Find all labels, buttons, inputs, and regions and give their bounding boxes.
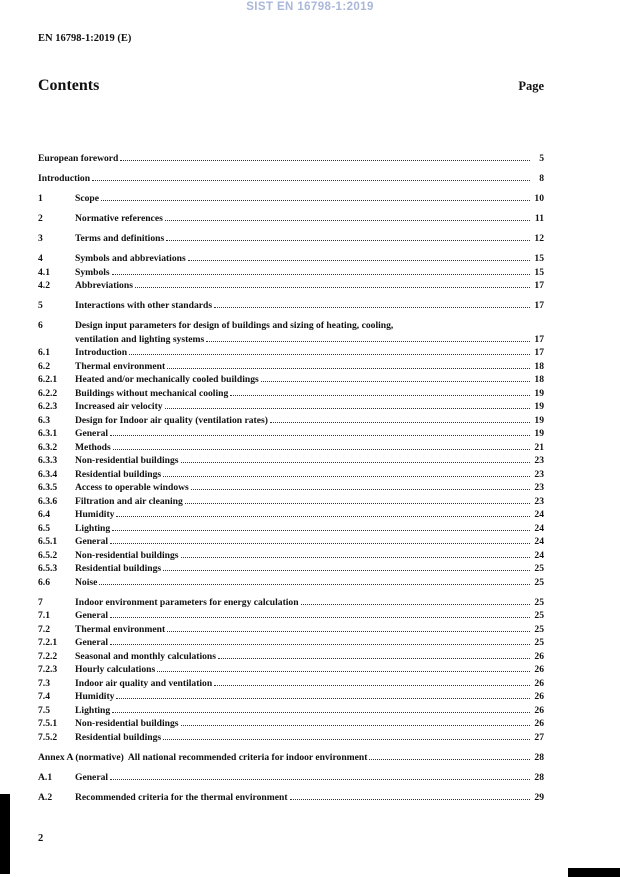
toc-entry-title: Design input parameters for design of buildings and sizing of heating, cooling, bbox=[75, 320, 394, 331]
toc-entry-number: A.1 bbox=[38, 771, 53, 783]
toc-entry-number: 6.3.3 bbox=[38, 455, 58, 466]
dotted-leader bbox=[110, 644, 530, 645]
dotted-leader bbox=[218, 658, 530, 659]
toc-entry-number: 7.2.1 bbox=[38, 637, 58, 648]
dotted-leader bbox=[166, 240, 530, 241]
toc-entry bbox=[38, 508, 544, 522]
dotted-leader bbox=[188, 260, 530, 261]
toc-entry bbox=[38, 690, 544, 704]
toc-entry bbox=[38, 299, 544, 313]
toc-line bbox=[38, 690, 544, 704]
toc-entry-number: 6.3.5 bbox=[38, 482, 58, 493]
toc-entry-number: 4 bbox=[38, 253, 43, 264]
toc-entry-page: 10 bbox=[534, 193, 544, 204]
toc-line bbox=[38, 172, 544, 186]
toc-entry-page: 24 bbox=[534, 549, 544, 561]
toc-entry-page: 18 bbox=[534, 360, 544, 372]
toc-entry bbox=[38, 576, 544, 590]
toc-line bbox=[38, 623, 544, 637]
toc-entry-title: Buildings without mechanical cooling bbox=[75, 387, 229, 399]
toc-entry-title: Thermal environment bbox=[75, 623, 166, 635]
dotted-leader bbox=[163, 570, 530, 571]
toc-entry-page: 26 bbox=[534, 718, 544, 729]
toc-entry bbox=[38, 751, 544, 765]
toc-entry-title: Non-residential buildings bbox=[75, 549, 179, 561]
toc-entry-number: 6.4 bbox=[38, 509, 50, 520]
toc-entry-title: Indoor air quality and ventilation bbox=[75, 677, 213, 689]
toc-entry-title: General bbox=[75, 771, 109, 783]
toc-entry bbox=[38, 400, 544, 414]
toc-line bbox=[38, 252, 544, 266]
toc-entry-page: 17 bbox=[534, 280, 544, 291]
toc-entry-number: 6.3.6 bbox=[38, 495, 58, 507]
toc-entry-page: 29 bbox=[534, 791, 544, 803]
toc-line bbox=[38, 266, 544, 280]
toc-entry bbox=[38, 623, 544, 637]
toc-entry-title: All national recommended criteria for indoor environment bbox=[127, 751, 368, 763]
toc-entry bbox=[38, 152, 544, 166]
toc-entry-title: Interactions with other standards bbox=[75, 300, 213, 311]
toc-entry bbox=[38, 596, 544, 610]
dotted-leader bbox=[110, 435, 530, 436]
toc-entry bbox=[38, 346, 544, 360]
toc-entry-title: Terms and definitions bbox=[75, 233, 165, 244]
toc-line bbox=[38, 400, 544, 414]
toc-entry-title: Seasonal and monthly calculations bbox=[75, 650, 217, 662]
dotted-leader bbox=[110, 779, 530, 780]
toc-entry bbox=[38, 454, 544, 468]
toc-entry bbox=[38, 636, 544, 650]
dotted-leader bbox=[270, 422, 530, 423]
toc-entry-title: Humidity bbox=[75, 691, 115, 702]
toc-entry-page: 17 bbox=[534, 333, 544, 345]
toc-entry-number: 6.5.1 bbox=[38, 536, 58, 547]
toc-entry bbox=[38, 677, 544, 691]
toc-entry-page: 25 bbox=[534, 576, 544, 588]
toc-entry-number: 6.1 bbox=[38, 347, 50, 358]
page-column-label: Page bbox=[518, 79, 544, 93]
toc-entry-number: 7.2 bbox=[38, 623, 50, 635]
toc-entry-title: General bbox=[75, 610, 109, 621]
toc-entry-number: 7.3 bbox=[38, 677, 50, 689]
toc-entry-title: Filtration and air cleaning bbox=[75, 495, 183, 507]
toc-entry bbox=[38, 704, 544, 718]
dotted-leader bbox=[261, 381, 530, 382]
dotted-leader bbox=[191, 489, 530, 490]
toc-entry-page: 25 bbox=[534, 563, 544, 574]
toc-entry-page: 19 bbox=[534, 428, 544, 439]
toc-entry-number: A.2 bbox=[38, 791, 53, 803]
dotted-leader bbox=[181, 725, 530, 726]
toc-entry bbox=[38, 609, 544, 623]
toc-entry-title: Non-residential buildings bbox=[75, 718, 179, 729]
toc-entry bbox=[38, 414, 544, 428]
toc-entry-page: 27 bbox=[534, 731, 544, 743]
dotted-leader bbox=[165, 408, 530, 409]
toc-entry-number: 6.2.2 bbox=[38, 387, 58, 399]
dotted-leader bbox=[163, 739, 530, 740]
toc-line bbox=[38, 333, 544, 347]
toc-entry-page: 25 bbox=[534, 637, 544, 648]
toc-entry-title: Scope bbox=[75, 193, 99, 204]
dotted-leader bbox=[163, 476, 530, 477]
toc-entry-page: 19 bbox=[534, 401, 544, 412]
dotted-leader bbox=[181, 462, 530, 463]
toc-entry bbox=[38, 791, 544, 805]
toc-entry-page: 18 bbox=[534, 374, 544, 385]
toc-entry-number: 6.5.3 bbox=[38, 563, 58, 574]
toc-entry bbox=[38, 495, 544, 509]
scan-artifact-left bbox=[0, 794, 10, 874]
toc-entry-page: 26 bbox=[534, 704, 544, 716]
toc-line bbox=[38, 791, 544, 805]
toc-line bbox=[38, 596, 544, 610]
toc-entry-page: 26 bbox=[534, 664, 544, 675]
toc-entry-page: 17 bbox=[534, 347, 544, 358]
toc-line bbox=[38, 427, 544, 441]
toc-line bbox=[38, 468, 544, 482]
toc-entry bbox=[38, 279, 544, 293]
toc-entry-title: Introduction bbox=[75, 347, 128, 358]
toc-entry-title: ventilation and lighting systems bbox=[75, 333, 205, 345]
toc-entry-number: 6 bbox=[38, 320, 43, 331]
toc-entry-title: Normative references bbox=[75, 213, 163, 224]
toc-entry bbox=[38, 549, 544, 563]
toc-entry-title: Access to operable windows bbox=[75, 482, 189, 493]
dotted-leader bbox=[110, 543, 530, 544]
toc-entry bbox=[38, 468, 544, 482]
toc-entry-number: 6.6 bbox=[38, 576, 50, 588]
toc-entry-number: 2 bbox=[38, 213, 43, 224]
toc-entry-page: 23 bbox=[534, 495, 544, 507]
toc-entry-number: 6.3 bbox=[38, 414, 50, 426]
toc-line bbox=[38, 562, 544, 576]
dotted-leader bbox=[110, 617, 530, 618]
dotted-leader bbox=[181, 557, 530, 558]
toc-entry-title: Lighting bbox=[75, 522, 111, 534]
toc-line bbox=[38, 495, 544, 509]
toc-line bbox=[38, 454, 544, 468]
toc-entry-page: 8 bbox=[539, 173, 544, 184]
toc-entry-title: General bbox=[75, 637, 109, 648]
toc-entry bbox=[38, 387, 544, 401]
toc-entry-title: Abbreviations bbox=[75, 280, 133, 291]
toc-entry bbox=[38, 319, 544, 346]
document-reference: EN 16798-1:2019 (E) bbox=[38, 33, 132, 44]
footer-page-number: 2 bbox=[38, 833, 44, 844]
toc-entry-title: Lighting bbox=[75, 704, 111, 716]
dotted-leader bbox=[214, 307, 530, 308]
toc-line bbox=[38, 441, 544, 455]
toc-entry-title: Indoor environment parameters for energy calculation bbox=[75, 596, 299, 608]
dotted-leader bbox=[129, 354, 530, 355]
dotted-leader bbox=[120, 160, 530, 161]
toc-entry bbox=[38, 535, 544, 549]
dotted-leader bbox=[112, 712, 530, 713]
toc-entry-number: 7.2.3 bbox=[38, 664, 58, 675]
toc-entry-title: Residential buildings bbox=[75, 563, 162, 574]
toc-entry-number: 7.5 bbox=[38, 704, 50, 716]
dotted-leader bbox=[112, 274, 530, 275]
dotted-leader bbox=[113, 449, 530, 450]
dotted-leader bbox=[99, 584, 530, 585]
toc-entry-page: 5 bbox=[539, 153, 544, 164]
toc-entry-page: 23 bbox=[534, 468, 544, 480]
toc-entry bbox=[38, 481, 544, 495]
toc-line bbox=[38, 346, 544, 360]
toc-entry-page: 19 bbox=[534, 387, 544, 399]
toc-entry-number: 6.2 bbox=[38, 360, 50, 372]
toc-line bbox=[38, 731, 544, 745]
scan-artifact-bottom-right bbox=[568, 868, 620, 877]
toc-entry-page: 25 bbox=[534, 596, 544, 608]
toc-entry-page: 11 bbox=[534, 213, 544, 224]
toc-line bbox=[38, 677, 544, 691]
toc-entry-title: Increased air velocity bbox=[75, 401, 163, 412]
toc-entry-title: Residential buildings bbox=[75, 468, 162, 480]
watermark: SIST EN 16798-1:2019 bbox=[246, 1, 374, 13]
toc-entry-title: Design for Indoor air quality (ventilation rates) bbox=[75, 414, 268, 426]
toc-line bbox=[38, 414, 544, 428]
toc-line bbox=[38, 549, 544, 563]
toc-entry bbox=[38, 172, 544, 186]
dotted-leader bbox=[369, 759, 530, 760]
toc-entry-number: 7 bbox=[38, 596, 43, 608]
toc-entry bbox=[38, 232, 544, 246]
toc-entry-number: 7.1 bbox=[38, 610, 50, 621]
toc-line bbox=[38, 508, 544, 522]
dotted-leader bbox=[167, 631, 530, 632]
toc-entry-page: 26 bbox=[534, 650, 544, 662]
toc-line bbox=[38, 279, 544, 293]
toc-line bbox=[38, 717, 544, 731]
toc-entry-title: Methods bbox=[75, 441, 111, 453]
toc-line bbox=[38, 212, 544, 226]
toc-entry-number: 3 bbox=[38, 233, 43, 244]
dotted-leader bbox=[157, 671, 530, 672]
toc-list bbox=[38, 152, 544, 804]
toc-entry-number: 6.2.3 bbox=[38, 401, 58, 412]
contents-title: Contents bbox=[38, 77, 100, 94]
toc-entry-number: 6.5.2 bbox=[38, 549, 58, 561]
toc-entry-page: 17 bbox=[534, 300, 544, 311]
toc-entry-page: 15 bbox=[534, 253, 544, 264]
toc-entry bbox=[38, 522, 544, 536]
toc-entry bbox=[38, 252, 544, 266]
dotted-leader bbox=[167, 368, 530, 369]
toc-entry bbox=[38, 771, 544, 785]
toc-entry-title: Residential buildings bbox=[75, 731, 162, 743]
toc-line bbox=[38, 636, 544, 650]
toc-entry-number: 7.2.2 bbox=[38, 650, 58, 662]
toc-line bbox=[38, 751, 544, 765]
toc-entry-page: 24 bbox=[534, 509, 544, 520]
toc-entry-number: 7.5.1 bbox=[38, 718, 58, 729]
toc-entry-number: 6.2.1 bbox=[38, 374, 58, 385]
toc-line bbox=[38, 319, 544, 333]
dotted-leader bbox=[116, 698, 530, 699]
dotted-leader bbox=[165, 220, 530, 221]
toc-line bbox=[38, 299, 544, 313]
toc-entry-title: Symbols bbox=[75, 266, 110, 278]
toc-entry-page: 28 bbox=[534, 771, 544, 783]
toc-entry-title: Humidity bbox=[75, 509, 115, 520]
toc-entry-page: 23 bbox=[534, 482, 544, 493]
toc-entry-number: 6.5 bbox=[38, 522, 50, 534]
toc-entry-title: General bbox=[75, 428, 109, 439]
toc-entry-number: 7.4 bbox=[38, 691, 50, 702]
toc-entry-number: 4.1 bbox=[38, 266, 50, 278]
toc-line bbox=[38, 232, 544, 246]
toc-line bbox=[38, 609, 544, 623]
toc-line bbox=[38, 360, 544, 374]
toc-line bbox=[38, 650, 544, 664]
dotted-leader bbox=[230, 395, 530, 396]
toc-entry-number: Annex A (normative) bbox=[38, 751, 124, 763]
toc-entry-page: 24 bbox=[534, 536, 544, 547]
dotted-leader bbox=[116, 516, 530, 517]
dotted-leader bbox=[185, 503, 530, 504]
dotted-leader bbox=[206, 341, 530, 342]
toc-entry-page: 25 bbox=[534, 610, 544, 621]
toc-line bbox=[38, 771, 544, 785]
toc-entry bbox=[38, 717, 544, 731]
toc-entry-page: 25 bbox=[534, 623, 544, 635]
toc-entry-number: 1 bbox=[38, 193, 43, 204]
toc-line bbox=[38, 192, 544, 206]
dotted-leader bbox=[301, 604, 530, 605]
dotted-leader bbox=[92, 180, 530, 181]
toc-entry-title: Introduction bbox=[38, 173, 91, 184]
dotted-leader bbox=[290, 799, 530, 800]
toc-entry-page: 26 bbox=[534, 691, 544, 702]
toc-entry-number: 5 bbox=[38, 300, 43, 311]
toc-line bbox=[38, 522, 544, 536]
toc-line bbox=[38, 704, 544, 718]
toc-entry-page: 26 bbox=[534, 677, 544, 689]
toc-entry bbox=[38, 427, 544, 441]
toc-entry-page: 28 bbox=[534, 751, 544, 763]
toc-line bbox=[38, 152, 544, 166]
toc-entry bbox=[38, 441, 544, 455]
toc-entry-title: European foreword bbox=[38, 153, 119, 164]
toc-entry-title: Non-residential buildings bbox=[75, 455, 179, 466]
toc-entry-number: 6.3.1 bbox=[38, 428, 58, 439]
dotted-leader bbox=[214, 685, 530, 686]
dotted-leader bbox=[101, 200, 530, 201]
toc-entry-title: Recommended criteria for the thermal environment bbox=[75, 791, 288, 803]
toc-entry-page: 23 bbox=[534, 455, 544, 466]
toc-entry-title: Symbols and abbreviations bbox=[75, 253, 186, 264]
toc-line bbox=[38, 663, 544, 677]
toc-entry-number: 4.2 bbox=[38, 280, 50, 291]
toc-entry bbox=[38, 731, 544, 745]
toc-entry-title: Heated and/or mechanically cooled buildings bbox=[75, 374, 259, 385]
toc-line bbox=[38, 576, 544, 590]
toc-entry bbox=[38, 266, 544, 280]
toc-line bbox=[38, 387, 544, 401]
toc-entry-page: 21 bbox=[534, 441, 544, 453]
toc-entry-title: Noise bbox=[75, 576, 98, 588]
toc-line bbox=[38, 481, 544, 495]
dotted-leader bbox=[135, 287, 530, 288]
toc-entry-title: Hourly calculations bbox=[75, 664, 156, 675]
toc-entry-page: 19 bbox=[534, 414, 544, 426]
toc-entry bbox=[38, 663, 544, 677]
toc-entry bbox=[38, 373, 544, 387]
toc-entry-title: Thermal environment bbox=[75, 360, 166, 372]
toc-entry-number: 7.5.2 bbox=[38, 731, 58, 743]
toc-entry bbox=[38, 360, 544, 374]
toc-entry bbox=[38, 562, 544, 576]
toc-entry-page: 24 bbox=[534, 522, 544, 534]
toc-entry-title: General bbox=[75, 536, 109, 547]
toc-entry bbox=[38, 192, 544, 206]
toc-entry-page: 15 bbox=[534, 266, 544, 278]
toc-entry-page: 12 bbox=[534, 233, 544, 244]
toc-entry bbox=[38, 650, 544, 664]
dotted-leader bbox=[112, 530, 530, 531]
toc-entry bbox=[38, 212, 544, 226]
toc-entry-number: 6.3.4 bbox=[38, 468, 58, 480]
contents-header bbox=[38, 77, 544, 95]
toc-entry-number: 6.3.2 bbox=[38, 441, 58, 453]
toc-line bbox=[38, 535, 544, 549]
toc-line bbox=[38, 373, 544, 387]
